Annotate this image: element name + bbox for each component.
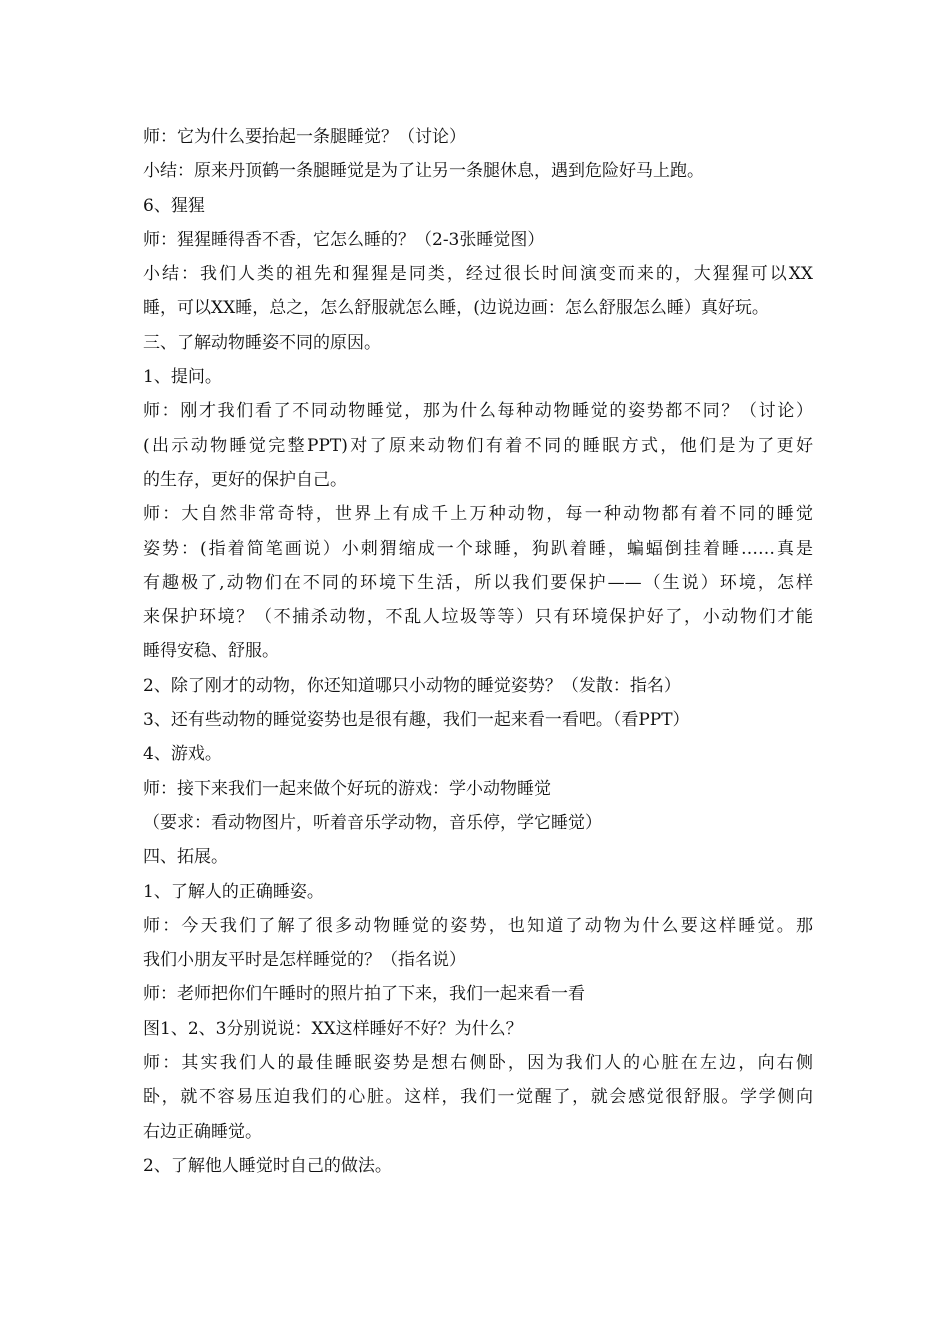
text-line: 睡，可以XX睡，总之，怎么舒服就怎么睡，(边说边画：怎么舒服怎么睡）真好玩。 — [143, 298, 769, 319]
text-line: 卧，就不容易压迫我们的心脏。这样，我们一觉醒了，就会感觉很舒服。学学侧向 — [143, 1087, 813, 1108]
text-line: 2、除了刚才的动物，你还知道哪只小动物的睡觉姿势？（发散：指名） — [143, 675, 681, 696]
text-line: (出示动物睡觉完整PPT)对了原来动物们有着不同的睡眠方式，他们是为了更好 — [143, 435, 813, 456]
text-line: 1、提问。 — [143, 367, 222, 388]
text-line: 师：它为什么要抬起一条腿睡觉？（讨论） — [143, 127, 466, 147]
text-line: 姿势：(指着简笔画说）小刺猬缩成一个球睡，狗趴着睡，蝙蝠倒挂着睡……真是 — [143, 538, 813, 559]
text-line: 我们小朋友平时是怎样睡觉的？（指名说） — [143, 950, 466, 971]
text-line: 3、还有些动物的睡觉姿势也是很有趣，我们一起来看一看吧。（看PPT） — [143, 710, 690, 731]
text-line: 右边正确睡觉。 — [143, 1121, 262, 1142]
text-line: 4、游戏。 — [143, 744, 222, 765]
text-line: （要求：看动物图片，听着音乐学动物，音乐停，学它睡觉） — [143, 812, 602, 833]
text-line: 图1、2、3分别说说：XX这样睡好不好？为什么？ — [143, 1018, 523, 1039]
text-line: 小结：原来丹顶鹤一条腿睡觉是为了让另一条腿休息，遇到危险好马上跑。 — [143, 161, 704, 182]
section-heading: 三、了解动物睡姿不同的原因。 — [143, 332, 381, 353]
text-line: 来保护环境？（不捕杀动物，不乱人垃圾等等）只有环境保护好了，小动物们才能 — [143, 607, 813, 628]
text-line: 师：猩猩睡得香不香，它怎么睡的？（2-3张睡觉图） — [143, 229, 545, 250]
text-line: 师：其实我们人的最佳睡眠姿势是想右侧卧，因为我们人的心脏在左边，向右侧 — [143, 1053, 813, 1074]
text-line: 6、猩猩 — [143, 195, 205, 216]
text-line: 2、了解他人睡觉时自己的做法。 — [143, 1155, 392, 1176]
text-line: 1、了解人的正确睡姿。 — [143, 881, 324, 902]
text-line: 小结：我们人类的祖先和猩猩是同类，经过很长时间演变而来的，大猩猩可以XX — [143, 264, 813, 285]
text-line: 师：接下来我们一起来做个好玩的游戏：学小动物睡觉 — [143, 778, 551, 799]
text-line: 师：老师把你们午睡时的照片拍了下来，我们一起来看一看 — [143, 984, 585, 1005]
text-line: 有趣极了,动物们在不同的环境下生活，所以我们要保护——（生说）环境，怎样 — [143, 572, 813, 593]
text-line: 的生存，更好的保护自己。 — [143, 469, 347, 490]
document-body — [143, 120, 813, 1183]
text-line: 师：大自然非常奇特，世界上有成千上万种动物，每一种动物都有着不同的睡觉 — [143, 504, 813, 525]
text-line: 师：今天我们了解了很多动物睡觉的姿势，也知道了动物为什么要这样睡觉。那 — [143, 915, 813, 936]
text-line: 师：刚才我们看了不同动物睡觉，那为什么每种动物睡觉的姿势都不同？（讨论） — [143, 401, 813, 422]
section-heading: 四、拓展。 — [143, 847, 228, 868]
text-line: 睡得安稳、舒服。 — [143, 641, 279, 662]
